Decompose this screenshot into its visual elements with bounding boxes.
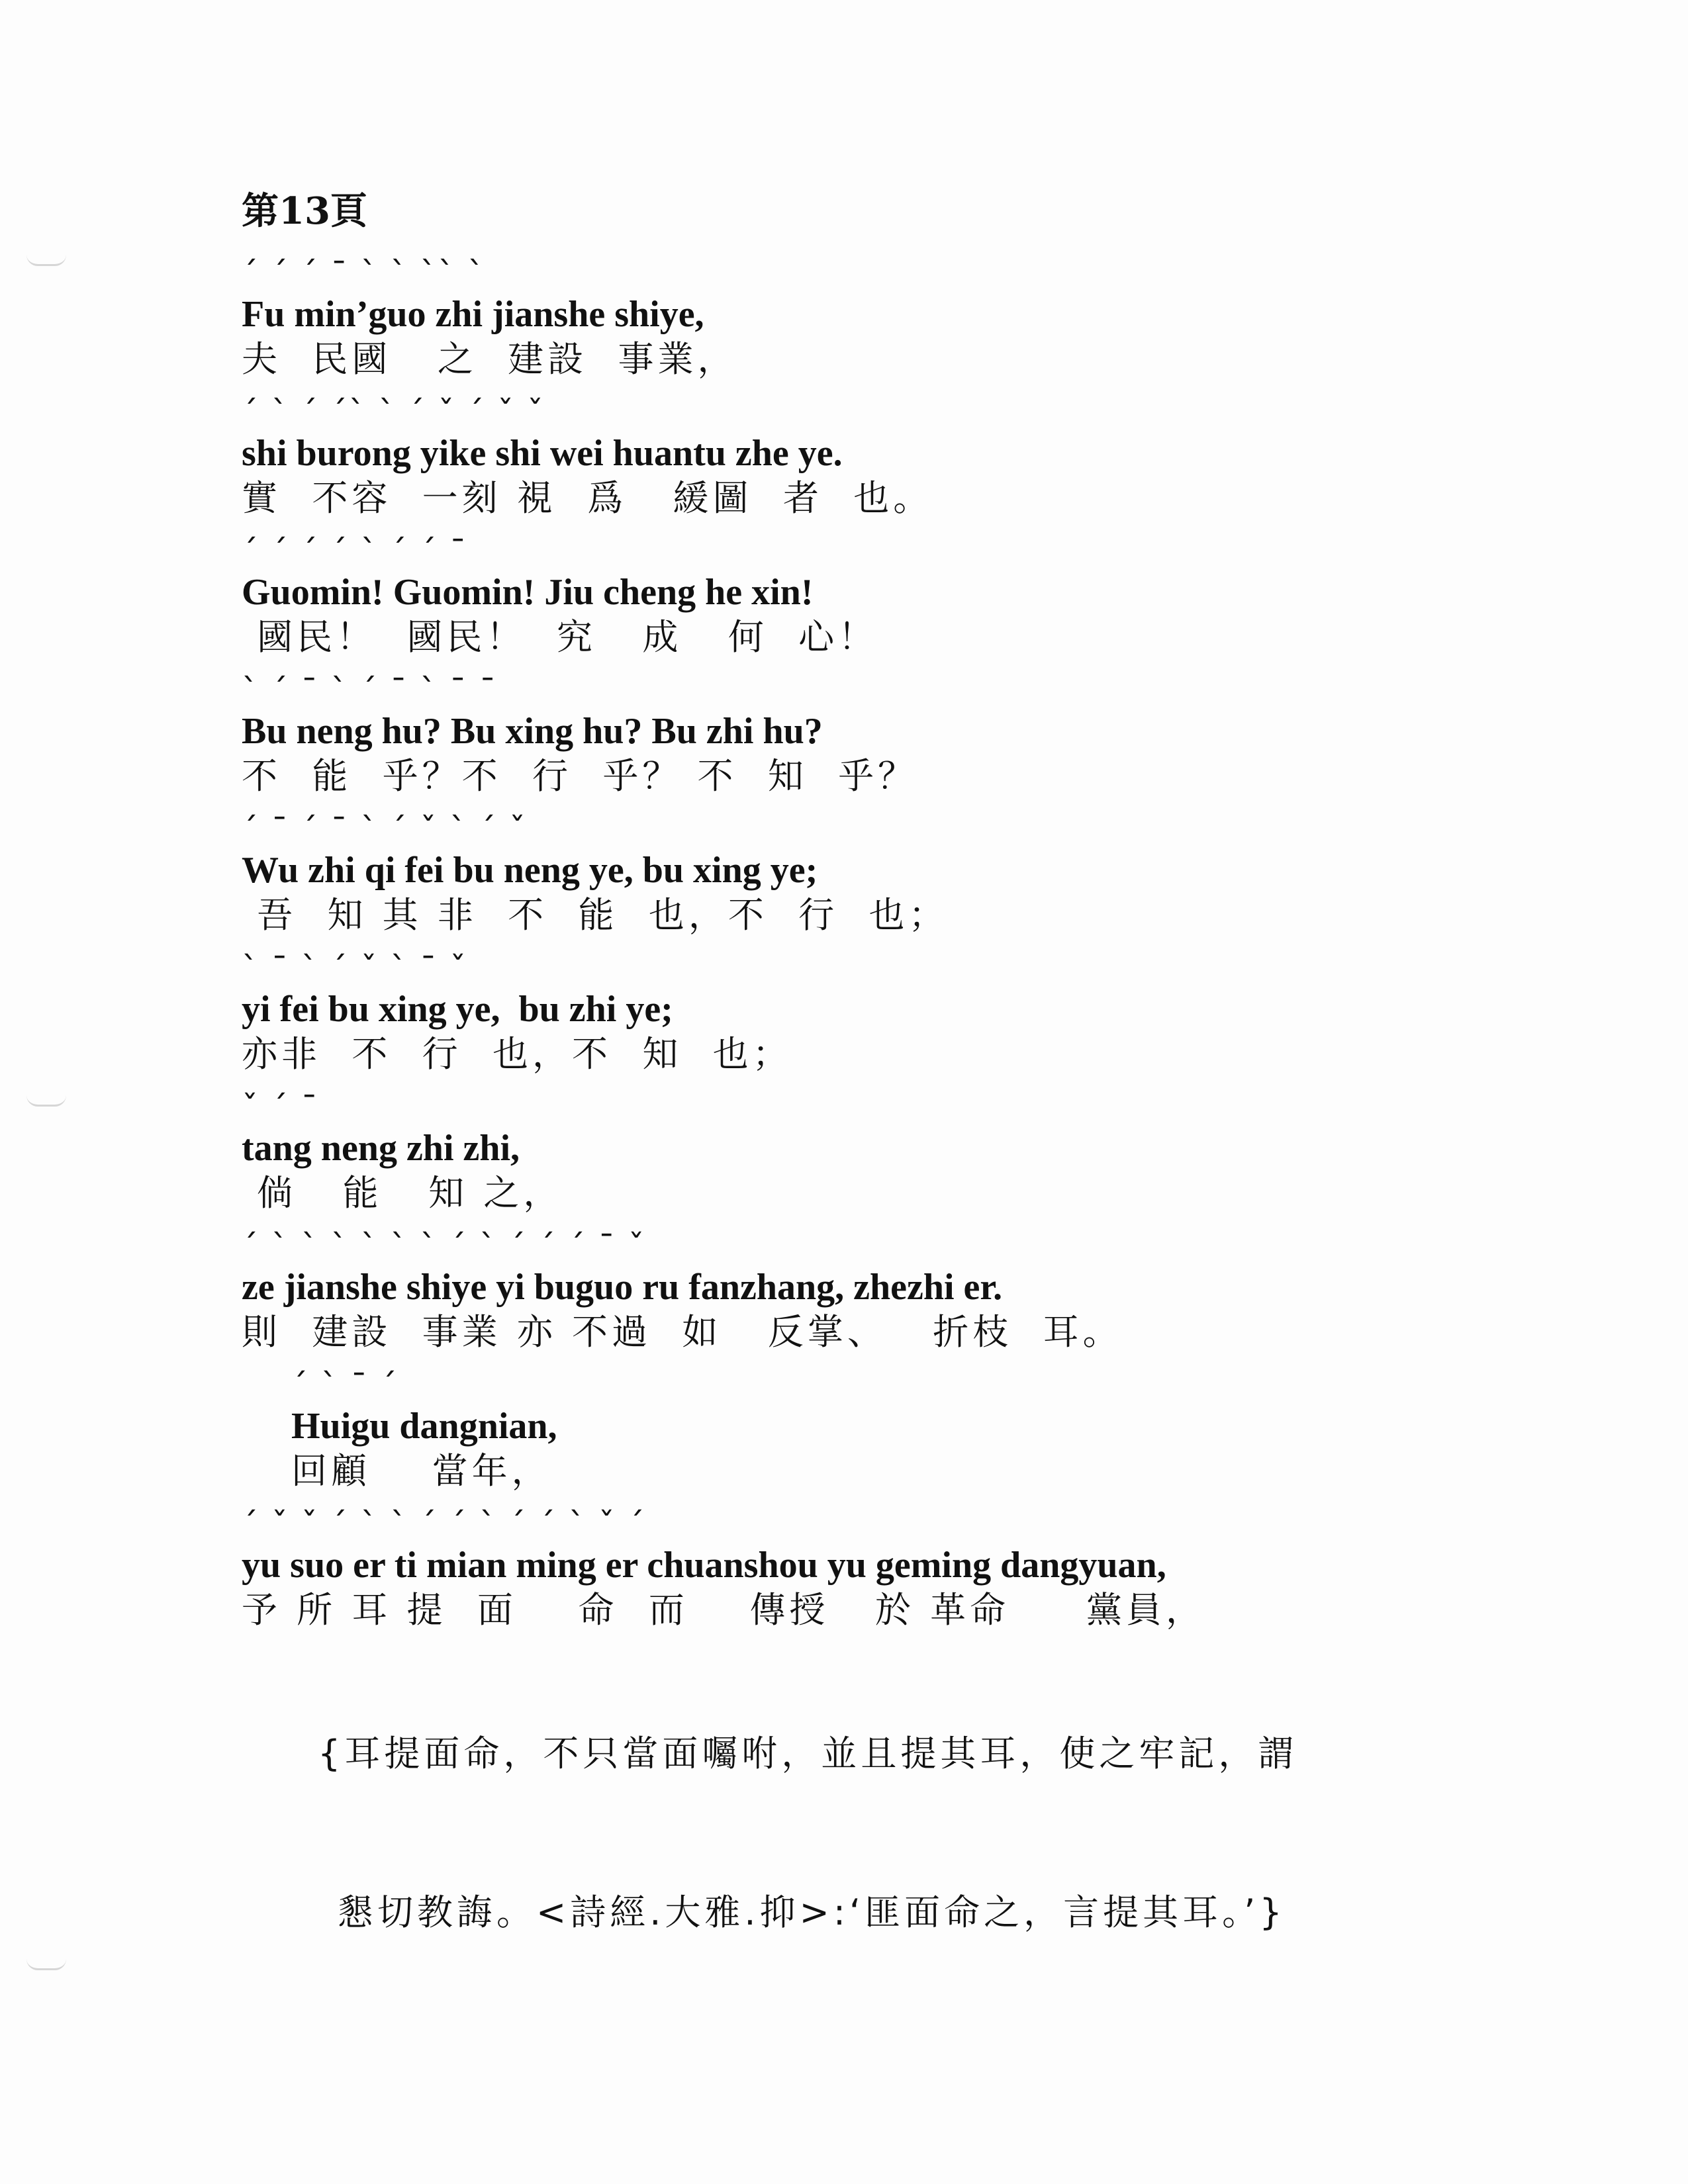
note-line-2: 懇切教誨。<詩經.大雅.抑>:‘匪面命之，言提其耳。’} <box>338 1891 1286 1933</box>
pinyin-line: Huigu dangnian, <box>291 1406 557 1447</box>
tone-marks: ´ ´ ´ ´ ` ´ ´ ¯ <box>242 533 468 571</box>
chinese-line: 吾 知 其 非 不 能 也，不 行 也； <box>242 894 949 936</box>
tone-marks: ´ ` ´ ´` ` ´ ˇ ´ ˇ ˇ <box>242 394 545 432</box>
pinyin-line: ze jianshe shiye yi buguo ru fanzhang, zhezhi er. <box>242 1267 1003 1308</box>
pinyin-line: Fu min’guo zhi jianshe shiye, <box>242 294 704 335</box>
chinese-line: 國民！ 國民！ 究 成 何 心！ <box>242 616 878 658</box>
punch-hole-mark <box>26 1959 66 1970</box>
tone-marks: ˇ ´ ¯ <box>242 1089 319 1127</box>
tone-marks: ´ ` ` ` ` ` ` ´ ` ´ ´ ´ ¯ ˇ <box>242 1228 646 1266</box>
chinese-line: 予 所 耳 提 面 命 而 傳授 於 革命 黨員， <box>242 1589 1205 1631</box>
punch-hole-mark <box>26 255 66 266</box>
annotation-note <box>318 1621 1297 2045</box>
chinese-line: 不 能 乎？不 行 乎？ 不 知 乎？ <box>242 755 918 797</box>
chinese-line: 回顧 當年， <box>291 1450 551 1492</box>
verse-5 <box>242 811 948 939</box>
tone-marks: ` ´ ¯ ` ´ ¯ ` ¯ ¯ <box>242 672 498 710</box>
page-number-heading: 第13頁 <box>242 189 367 233</box>
verse-4 <box>242 672 917 800</box>
tone-marks: ´ ´ ´ ¯ ` ` `` ` <box>242 255 486 293</box>
verse-6 <box>242 950 792 1078</box>
pinyin-line: Guomin! Guomin! Jiu cheng he xin! <box>242 572 814 613</box>
punch-hole-mark <box>26 1095 66 1107</box>
tone-marks: ´ ¯ ´ ¯ ` ´ ˇ ` ´ ˇ <box>242 811 528 849</box>
verse-2 <box>242 394 933 522</box>
verse-9 <box>291 1367 557 1495</box>
chinese-line: 倘 能 知 之， <box>242 1172 563 1214</box>
chinese-line: 夫 民國 之 建設 事業， <box>242 338 737 380</box>
pinyin-line: yu suo er ti mian ming er chuanshou yu geming dangyuan, <box>242 1545 1166 1586</box>
tone-marks: ´ ` ¯ ´ <box>291 1367 399 1405</box>
verse-8 <box>242 1228 1123 1356</box>
tone-marks: ` ¯ ` ´ ˇ ` ¯ ˇ <box>242 950 468 988</box>
pinyin-line: Bu neng hu? Bu xing hu? Bu zhi hu? <box>242 711 823 752</box>
tone-marks: ´ ˇ ˇ ´ ` ` ´ ´ ` ´ ´ ` ˇ ´ <box>242 1506 646 1544</box>
note-line-1: {耳提面命，不只當面囑咐，並且提其耳，使之牢記，謂 <box>318 1733 1298 1774</box>
pinyin-line: yi fei bu xing ye, bu zhi ye; <box>242 989 673 1030</box>
pinyin-line: shi burong yike shi wei huantu zhe ye. <box>242 433 843 474</box>
chinese-line: 則 建設 事業 亦 不過 如 反掌、 折枝 耳。 <box>242 1311 1123 1353</box>
verse-3 <box>242 533 878 661</box>
pinyin-line: tang neng zhi zhi, <box>242 1128 520 1169</box>
verse-10 <box>242 1506 1205 1634</box>
verse-7 <box>242 1089 563 1217</box>
chinese-line: 亦非 不 行 也，不 知 也； <box>242 1033 792 1075</box>
chinese-line: 實 不容 一刻 視 爲 緩圖 者 也。 <box>242 477 933 519</box>
pinyin-line: Wu zhi qi fei bu neng ye, bu xing ye; <box>242 850 818 891</box>
verse-1 <box>242 255 737 383</box>
